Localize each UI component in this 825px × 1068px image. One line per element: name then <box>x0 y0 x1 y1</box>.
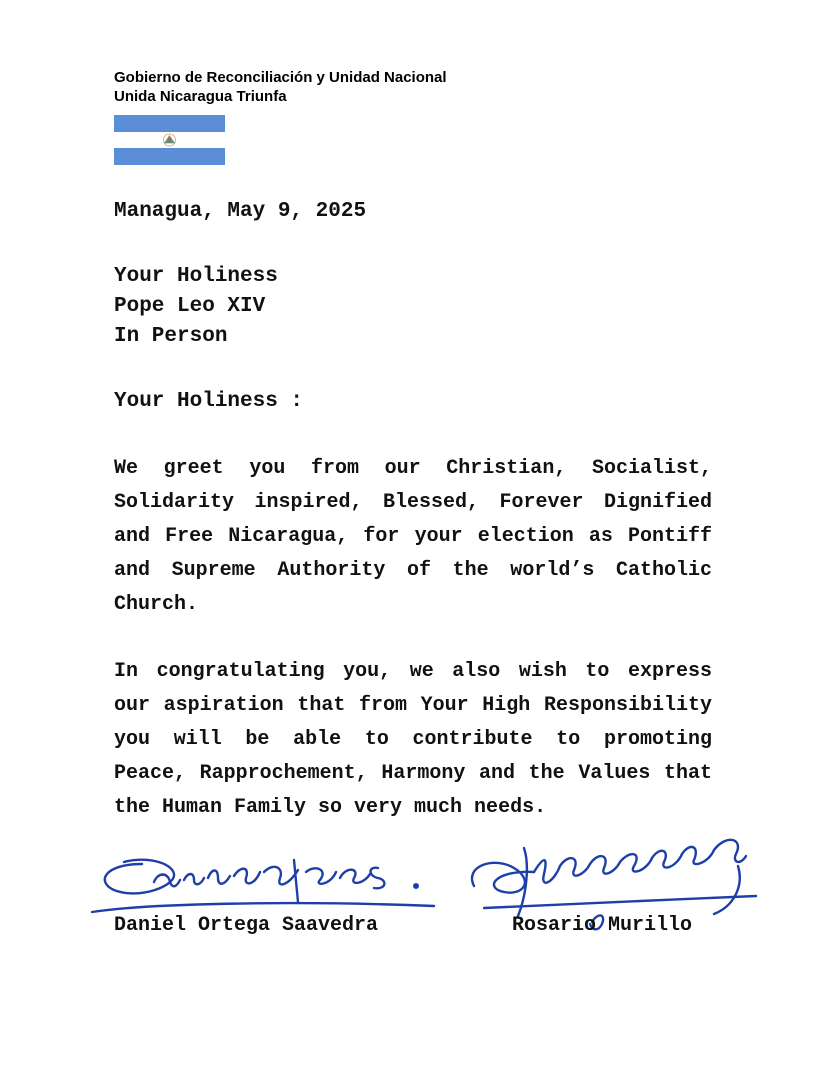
letter-date: Managua, May 9, 2025 <box>114 200 367 223</box>
recipient-delivery: In Person <box>114 325 228 348</box>
letterhead-motto: Unida Nicaragua Triunfa <box>114 88 287 105</box>
salutation: Your Holiness : <box>114 390 304 413</box>
recipient-title: Your Holiness <box>114 265 278 288</box>
recipient-name: Pope Leo XIV <box>114 295 266 318</box>
letterhead <box>114 68 447 106</box>
letterhead-government-name: Gobierno de Reconciliación y Unidad Nacional <box>114 69 447 86</box>
nicaragua-flag-icon <box>114 115 225 165</box>
signer-name-2: Rosario Murillo <box>512 914 693 937</box>
recipient-block <box>114 262 278 352</box>
body-paragraph-2: In congratulating you, we also wish to express our aspiration that from Your High Responsibility you will be able to contribute to promoting Peace, Rapprochement, Harmony and the Values that the Human Family so very much needs. <box>114 660 712 819</box>
body-paragraph-1: We greet you from our Christian, Socialist, Solidarity inspired, Blessed, Forever Dignified and Free Nicaragua, for your election as Pontiff and Supreme Authority of the world’s Catholic Church. <box>114 457 712 616</box>
signer-name-1: Daniel Ortega Saavedra <box>114 914 379 937</box>
